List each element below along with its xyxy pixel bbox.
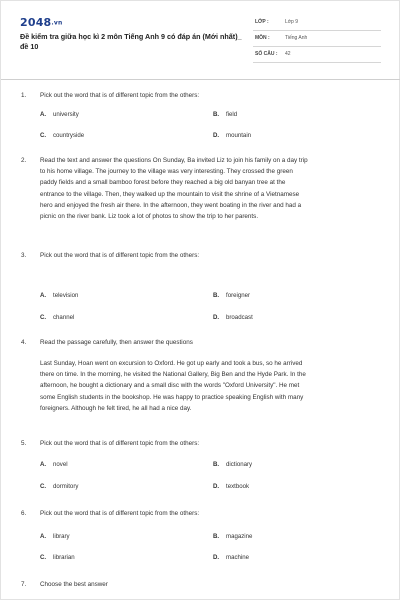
- option-text: university: [53, 111, 79, 118]
- passage-line: picnic on the river bank. Liz took a lot of photos to show the trip to her parents.: [40, 213, 259, 221]
- option-text: librarian: [53, 554, 75, 561]
- option-letter: A.: [40, 533, 47, 540]
- passage-line: there on time. In the morning, he visited the National Gallery, Big Ben and the Hyde Park. In the: [40, 371, 306, 379]
- option-text: dictionary: [226, 461, 253, 468]
- option-c[interactable]: [40, 132, 84, 139]
- question-number: 2.: [21, 157, 27, 164]
- option-letter: B.: [213, 111, 220, 118]
- question-number: 6.: [21, 510, 27, 517]
- document-title: Đề kiểm tra giữa học kì 2 môn Tiếng Anh 9 có đáp án (Mới nhất)_ đề 10: [20, 32, 242, 51]
- meta-value: Tiếng Anh: [285, 35, 308, 41]
- passage-line: afternoon, he bought a dictionary and a small disc with the words "Oxford University". He met: [40, 382, 300, 390]
- question-number: 7.: [21, 581, 27, 588]
- passage-line: to his home village. The journey to the village was very interesting. They crossed the green: [40, 168, 293, 176]
- option-d[interactable]: [213, 554, 249, 561]
- option-text: dormitory: [53, 483, 79, 490]
- option-c[interactable]: [40, 554, 75, 561]
- option-d[interactable]: [213, 314, 253, 321]
- option-letter: D.: [213, 483, 220, 490]
- meta-row-question-count: [253, 47, 381, 63]
- passage-line: Read the text and answer the questions On Sunday, Ba invited Liz to join his family on a day trip: [40, 157, 308, 164]
- option-text: library: [53, 533, 70, 540]
- option-a[interactable]: [40, 111, 79, 118]
- option-text: television: [53, 292, 79, 299]
- option-d[interactable]: [213, 483, 249, 490]
- option-b[interactable]: [213, 292, 250, 299]
- option-letter: D.: [213, 314, 220, 321]
- option-letter: C.: [40, 132, 47, 139]
- option-text: channel: [53, 314, 75, 321]
- question-text: Pick out the word that is of different topic from the others:: [40, 252, 200, 259]
- option-text: countryside: [53, 132, 85, 139]
- passage-line: paddy fields and a small bamboo forest before they reached a big old banyan tree at the: [40, 179, 286, 187]
- document-header: [1, 1, 400, 77]
- option-letter: B.: [213, 461, 220, 468]
- logo-ext: .vn: [51, 19, 63, 27]
- passage-line: Last Sunday, Hoan went on excursion to Oxford. He got up early and took a bus, so he arrived: [40, 360, 303, 367]
- meta-row-class: [253, 15, 381, 31]
- option-letter: D.: [213, 132, 220, 139]
- logo-main: 2048: [20, 16, 52, 29]
- option-c[interactable]: [40, 314, 74, 321]
- option-letter: C.: [40, 554, 47, 561]
- question-text: Choose the best answer: [40, 581, 108, 588]
- option-letter: C.: [40, 483, 47, 490]
- option-text: foreigner: [226, 292, 251, 299]
- option-d[interactable]: [213, 132, 251, 139]
- question-number: 3.: [21, 252, 27, 259]
- question-text: Pick out the word that is of different topic from the others:: [40, 92, 200, 99]
- option-a[interactable]: [40, 533, 70, 540]
- meta-label: LỚP :: [255, 19, 269, 25]
- question-text: Pick out the word that is of different topic from the others:: [40, 510, 200, 517]
- option-text: magazine: [226, 533, 253, 540]
- option-a[interactable]: [40, 292, 78, 299]
- passage-line: entrance to the village. Then, they walked up the mountain to visit the shrine of a Vietnamese: [40, 190, 300, 198]
- option-b[interactable]: [213, 533, 252, 540]
- passage-line: foreigners. Although he felt tired, he all had a nice day.: [40, 404, 192, 412]
- option-letter: A.: [40, 461, 47, 468]
- option-a[interactable]: [40, 461, 68, 468]
- option-text: machine: [226, 554, 250, 561]
- option-text: field: [226, 111, 238, 118]
- question-text: Read the passage carefully, then answer the questions: [40, 339, 193, 346]
- question-number: 5.: [21, 440, 27, 447]
- question-2-passage: [40, 155, 378, 222]
- option-letter: A.: [40, 292, 47, 299]
- meta-label: SỐ CÂU :: [255, 51, 278, 57]
- header-divider: [1, 79, 400, 80]
- meta-label: MÔN :: [255, 35, 270, 41]
- meta-value: Lớp 9: [285, 19, 299, 25]
- option-text: novel: [53, 461, 68, 468]
- option-letter: A.: [40, 111, 47, 118]
- option-letter: C.: [40, 314, 47, 321]
- option-c[interactable]: [40, 483, 78, 490]
- question-number: 4.: [21, 339, 27, 346]
- option-text: textbook: [226, 483, 250, 490]
- option-text: broadcast: [226, 314, 253, 321]
- passage-line: hero and enjoyed the fresh air there. In the afternoon, they went boating in the river and had a: [40, 201, 302, 209]
- question-number: 1.: [21, 92, 27, 99]
- option-text: mountain: [226, 132, 252, 139]
- meta-table: [253, 15, 381, 63]
- question-text: Pick out the word that is of different topic from the others:: [40, 440, 200, 447]
- option-letter: B.: [213, 292, 220, 299]
- meta-value: 42: [285, 51, 291, 57]
- option-b[interactable]: [213, 111, 237, 118]
- option-b[interactable]: [213, 461, 252, 468]
- site-logo[interactable]: [20, 16, 62, 29]
- option-letter: B.: [213, 533, 220, 540]
- passage-line: some English students in the bookshop. He was happy to practice speaking English with many: [40, 393, 304, 401]
- meta-row-subject: [253, 31, 381, 47]
- option-letter: D.: [213, 554, 220, 561]
- question-4-passage: [40, 358, 378, 414]
